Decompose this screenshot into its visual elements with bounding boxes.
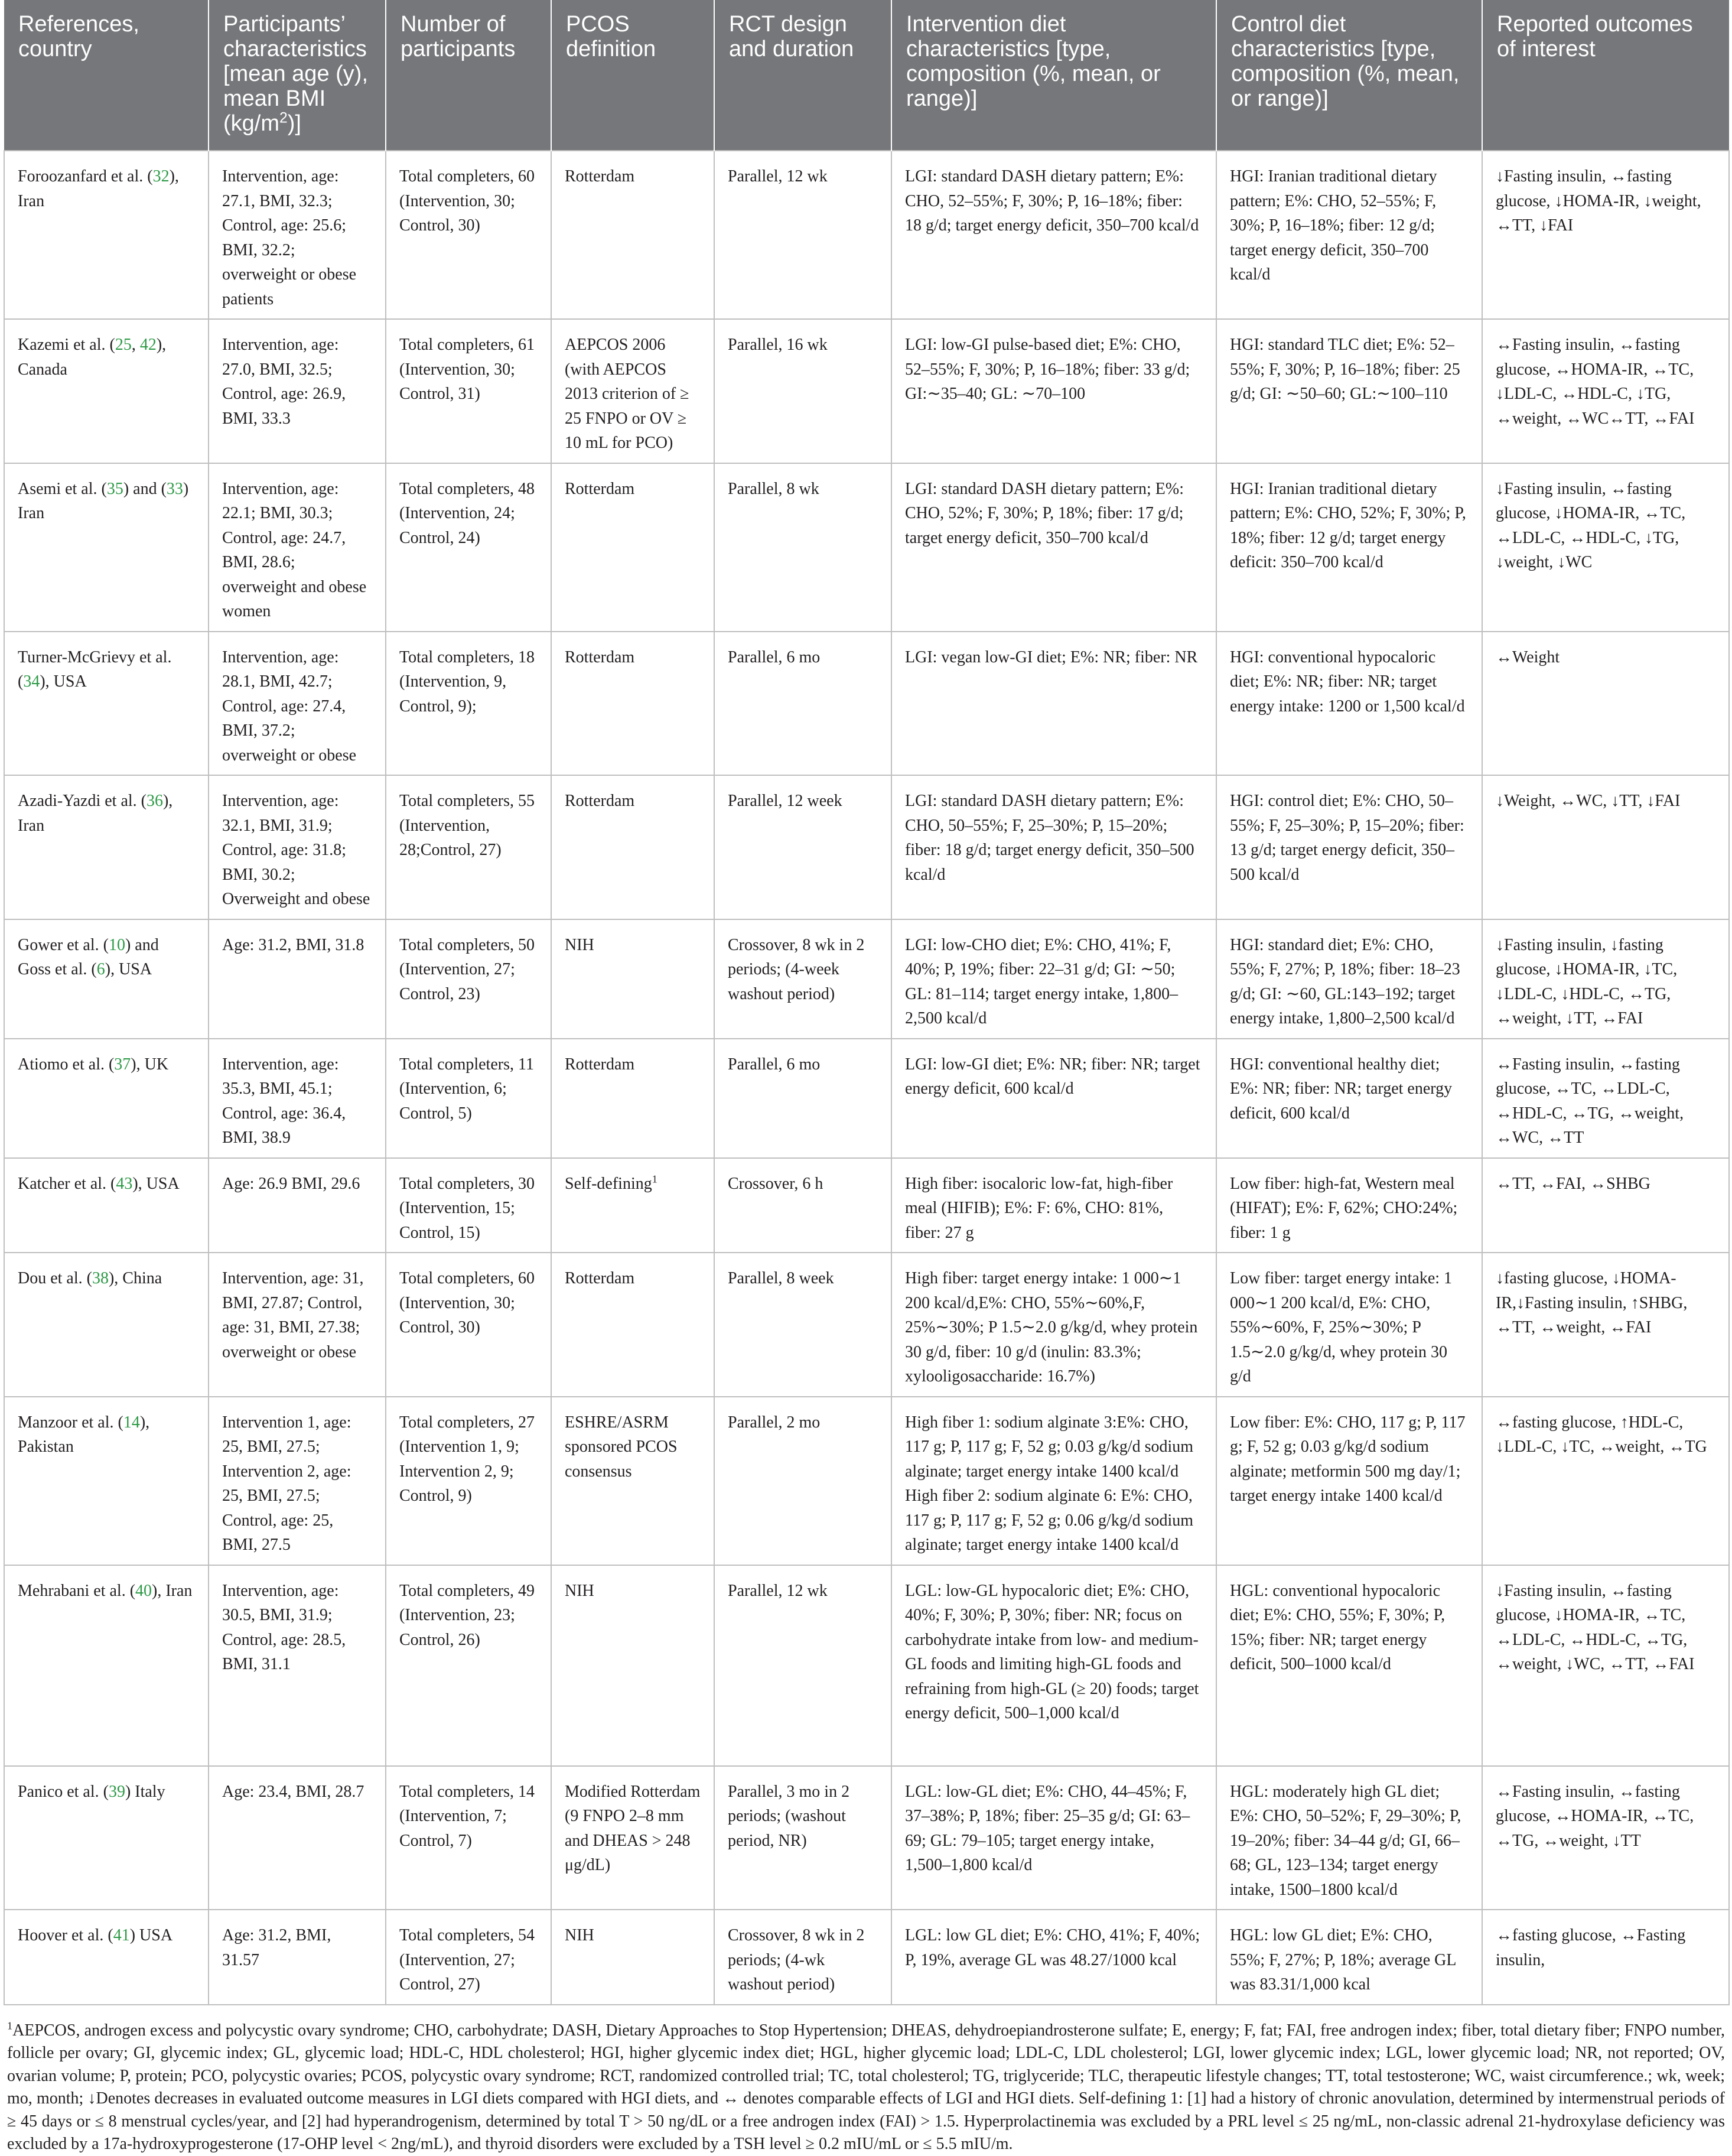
cell-reported-outcomes <box>1482 1039 1729 1158</box>
reference-text: , <box>131 336 140 354</box>
reference-citation-link[interactable]: 32 <box>152 167 170 186</box>
cell-pcos-definition <box>551 1397 714 1565</box>
cell-participants-text: Intervention, age: 31, BMI, 27.87; Control, age: 31, BMI, 27.38; overweight or obese <box>222 1269 364 1361</box>
cell-number-of-participants <box>386 775 551 919</box>
cell-pcos-definition-text: Self-defining <box>565 1174 652 1193</box>
reference-text: Manzoor et al. ( <box>18 1413 123 1432</box>
reference-text: ), Iran <box>152 1581 193 1600</box>
cell-control-diet-text: HGI: Iranian traditional dietary pattern; E%: CHO, 52–55%; F, 30%; P, 16–18%; fiber: 12 g/d; target energy deficit, 350–700 kcal/d <box>1230 167 1437 284</box>
cell-intervention-diet <box>891 919 1216 1039</box>
cell-number-of-participants-text: Total completers, 60 (Intervention, 30; Control, 30) <box>399 167 535 235</box>
cell-control-diet-text: Low fiber: target energy intake: 1 000∼1 200 kcal/d, E%: CHO, 55%∼60%, F, 25%∼30%; P 1.5∼2.0 g/kg/d, whey protein 30 g/d <box>1230 1269 1453 1386</box>
cell-reported-outcomes <box>1482 919 1729 1039</box>
cell-number-of-participants-text: Total completers, 11 (Intervention, 6; Control, 5) <box>399 1055 534 1123</box>
cell-participants-text: Age: 26.9 BMI, 29.6 <box>222 1174 360 1193</box>
cell-control-diet <box>1216 1253 1482 1397</box>
cell-rct-design-text: Parallel, 3 mo in 2 periods; (washout period, NR) <box>728 1782 850 1850</box>
reference-citation-link[interactable]: 42 <box>139 336 157 354</box>
reference-text: ), UK <box>131 1055 169 1074</box>
cell-rct-design-text: Parallel, 12 week <box>728 792 842 810</box>
cell-reference <box>4 1910 209 2005</box>
cell-participants <box>209 1253 386 1397</box>
cell-control-diet <box>1216 919 1482 1039</box>
cell-number-of-participants-text: Total completers, 30 (Intervention, 15; Control, 15) <box>399 1174 535 1242</box>
cell-intervention-diet-text: High fiber: target energy intake: 1 000∼1 200 kcal/d,E%: CHO, 55%∼60%,F, 25%∼30%; P 1.5∼2.0 g/kg/d, whey protein 30 g/d, fiber: 10 g/d (inulin: 83.3%; xylooligosaccharide: 16.7%) <box>905 1269 1198 1386</box>
cell-reported-outcomes-text: ↓Fasting insulin, ↔fasting glucose, ↓HOMA-IR, ↓weight, ↔TT, ↓FAI <box>1496 167 1701 235</box>
cell-participants <box>209 1039 386 1158</box>
cell-number-of-participants-text: Total completers, 50 (Intervention, 27; Control, 23) <box>399 935 535 1003</box>
header-number-of-participants: Number of participants <box>386 0 551 151</box>
cell-rct-design <box>714 775 891 919</box>
table-row <box>4 919 1729 1039</box>
table-footnote <box>4 2005 1728 2156</box>
cell-number-of-participants <box>386 319 551 463</box>
reference-text: Hoover et al. ( <box>18 1926 113 1944</box>
cell-participants <box>209 1766 386 1910</box>
cell-number-of-participants <box>386 1158 551 1253</box>
cell-intervention-diet-text: LGI: standard DASH dietary pattern; E%: CHO, 52–55%; F, 30%; P, 16–18%; fiber: 18 g/d; target energy deficit, 350–700 kcal/d <box>905 167 1199 235</box>
cell-control-diet <box>1216 1039 1482 1158</box>
reference-citation-link[interactable]: 40 <box>135 1581 152 1600</box>
footnote-marker: 1 <box>7 2020 13 2032</box>
reference-citation-link[interactable]: 38 <box>92 1269 109 1287</box>
cell-intervention-diet <box>891 463 1216 632</box>
cell-rct-design <box>714 1253 891 1397</box>
cell-control-diet <box>1216 1397 1482 1565</box>
cell-control-diet-text: Low fiber: E%: CHO, 117 g; P, 117 g; F, 52 g; 0.03 g/kg/d sodium alginate; metformin 500 mg day/1; target energy intake 1400 kcal/d <box>1230 1413 1466 1505</box>
cell-intervention-diet-text: LGI: low-GI pulse-based diet; E%: CHO, 52–55%; F, 30%; P, 16–18%; fiber: 33 g/d; GI:∼35–40; GL: ∼70–100 <box>905 336 1190 403</box>
header-reported-outcomes: Reported outcomes of interest <box>1482 0 1729 151</box>
cell-reference <box>4 632 209 776</box>
reference-citation-link[interactable]: 10 <box>108 935 125 954</box>
cell-reference <box>4 1565 209 1766</box>
cell-rct-design <box>714 1397 891 1565</box>
table-row <box>4 1158 1729 1253</box>
cell-rct-design-text: Parallel, 16 wk <box>728 336 828 354</box>
reference-citation-link[interactable]: 33 <box>166 479 183 498</box>
reference-text: Katcher et al. ( <box>18 1174 116 1193</box>
table-row <box>4 151 1729 319</box>
cell-reference <box>4 151 209 319</box>
cell-intervention-diet <box>891 1253 1216 1397</box>
cell-intervention-diet-text: LGI: low-GI diet; E%: NR; fiber: NR; target energy deficit, 600 kcal/d <box>905 1055 1200 1098</box>
cell-control-diet <box>1216 1158 1482 1253</box>
reference-text: Azadi-Yazdi et al. ( <box>18 792 146 810</box>
cell-number-of-participants <box>386 1766 551 1910</box>
cell-participants <box>209 1397 386 1565</box>
cell-intervention-diet-text-2: High fiber 2: sodium alginate 6: E%: CHO, 117 g; P, 117 g; F, 52 g; 0.06 g/kg/d sodium alginate; target energy intake 1400 kcal/d <box>905 1487 1194 1554</box>
cell-control-diet <box>1216 1766 1482 1910</box>
cell-reported-outcomes <box>1482 1565 1729 1766</box>
cell-pcos-definition-text: ESHRE/ASRM sponsored PCOS consensus <box>565 1413 678 1481</box>
footnote-text: AEPCOS, androgen excess and polycystic ovary syndrome; CHO, carbohydrate; DASH, Dietary Approaches to Stop Hypertension; DHEAS, dehydroepiandrosterone sulfate; E, energy; F, fat; FAI, free androgen index; fiber, total dietary fiber; FNPO number, follicle per ovary; GI, glycemic index; GL, glycemic load; HDL-C, HDL cholesterol; HGI, higher glycemic index diet; HGL, higher glycemic load; LDL-C, LDL cholesterol; LGI, lower glycemic index; LGL, lower glycemic load; NR, not reported; OV, ovarian volume; P, protein; PCO, polycystic ovaries; PCOS, polycystic ovary syndrome; RCT, randomized controlled trial; TC, total cholesterol; TG, triglyceride; TLC, therapeutic lifestyle changes; TT, total testosterone; WC, waist circumference.; wk, week; mo, month; ↓Denotes decreases in evaluated outcome measures in LGI diets compared with HGI diets, and ↔ denotes comparable effects of LGI and HGI diets. Self-defining 1: [1] had a history of chronic anovulation, determined by intermenstrual periods of ≥ 45 days or ≤ 8 menstrual cycles/year, and [2] had hyperandrogenism, determined by total T > 50 ng/dL or a free androgen index (FAI) > 1.5. Hyperprolactinemia was excluded by a PRL level ≤ 25 ng/mL, non-classic adrenal 21-hydroxylase deficiency was excluded by a 17a-hydroxyprogesterone (17-OHP level < 2ng/mL), and thyroid disorders were excluded by a TSH level ≥ 0.2 mIU/mL or ≤ 5.5 mIU/m. <box>7 2021 1725 2153</box>
cell-participants-text: Intervention, age: 32.1, BMI, 31.9; Control, age: 31.8; BMI, 30.2; Overweight and obese <box>222 792 370 908</box>
cell-rct-design <box>714 463 891 632</box>
cell-intervention-diet-text: LGI: vegan low-GI diet; E%: NR; fiber: NR <box>905 648 1198 666</box>
cell-participants-text: Age: 31.2, BMI, 31.57 <box>222 1926 331 1969</box>
cell-number-of-participants-text: Total completers, 55 (Intervention, 28;Control, 27) <box>399 792 535 859</box>
header-pcos-definition: PCOS definition <box>551 0 714 151</box>
cell-reported-outcomes-text: ↔TT, ↔FAI, ↔SHBG <box>1496 1174 1650 1193</box>
cell-reported-outcomes-text: ↔Fasting insulin, ↔fasting glucose, ↔TC, ↔LDL-C, ↔HDL-C, ↔TG, ↔weight, ↔WC, ↔TT <box>1496 1055 1684 1147</box>
cell-participants-text: Age: 31.2, BMI, 31.8 <box>222 935 364 954</box>
table-row <box>4 1565 1729 1766</box>
cell-intervention-diet <box>891 1766 1216 1910</box>
reference-citation-link[interactable]: 6 <box>96 960 105 978</box>
cell-number-of-participants <box>386 1910 551 2005</box>
cell-rct-design <box>714 319 891 463</box>
study-characteristics-table <box>4 0 1730 2005</box>
cell-rct-design <box>714 919 891 1039</box>
cell-control-diet <box>1216 775 1482 919</box>
reference-citation-link[interactable]: 37 <box>114 1055 131 1074</box>
cell-pcos-definition-text: NIH <box>565 1926 594 1944</box>
cell-pcos-definition-text: AEPCOS 2006 (with AEPCOS 2013 criterion of ≥ 25 FNPO or OV ≥ 10 mL for PCO) <box>565 336 689 452</box>
reference-text: ) Italy <box>125 1782 165 1801</box>
reference-text: Panico et al. ( <box>18 1782 109 1801</box>
cell-number-of-participants <box>386 1039 551 1158</box>
cell-reported-outcomes-text: ↓Fasting insulin, ↔fasting glucose, ↓HOMA-IR, ↔TC, ↔LDL-C, ↔HDL-C, ↔TG, ↔weight, ↓WC, ↔TT, ↔FAI <box>1496 1581 1695 1673</box>
cell-pcos-definition <box>551 1766 714 1910</box>
cell-pcos-definition <box>551 632 714 776</box>
cell-intervention-diet-text: LGI: standard DASH dietary pattern; E%: CHO, 52%; F, 30%; P, 18%; fiber: 17 g/d; target energy deficit, 350–700 kcal/d <box>905 479 1184 547</box>
table-row <box>4 463 1729 632</box>
cell-control-diet <box>1216 319 1482 463</box>
cell-participants-text: Intervention, age: 35.3, BMI, 45.1; Control, age: 36.4, BMI, 38.9 <box>222 1055 346 1147</box>
cell-rct-design-text: Parallel, 2 mo <box>728 1413 821 1432</box>
cell-pcos-definition <box>551 919 714 1039</box>
table-row <box>4 632 1729 776</box>
cell-number-of-participants-text: Total completers, 14 (Intervention, 7; Control, 7) <box>399 1782 535 1850</box>
cell-participants-text: Intervention 1, age: 25, BMI, 27.5; Intervention 2, age: 25, BMI, 27.5; Control, age: 25, BMI, 27.5 <box>222 1413 351 1554</box>
reference-text: ), USA <box>132 1174 180 1193</box>
cell-control-diet-text: HGL: conventional hypocaloric diet; E%: CHO, 55%; F, 30%; P, 15%; fiber: NR; target energy deficit, 500–1000 kcal/d <box>1230 1581 1445 1673</box>
cell-reference <box>4 919 209 1039</box>
cell-participants-text: Age: 23.4, BMI, 28.7 <box>222 1782 364 1801</box>
cell-reference <box>4 1253 209 1397</box>
reference-text: ) and Goss et al. ( <box>18 935 159 978</box>
reference-citation-link[interactable]: 34 <box>23 672 40 691</box>
reference-text: ) USA <box>129 1926 173 1944</box>
cell-rct-design <box>714 1039 891 1158</box>
table-row <box>4 1253 1729 1397</box>
table-row <box>4 1397 1729 1565</box>
cell-reference <box>4 1397 209 1565</box>
cell-rct-design-text: Parallel, 12 wk <box>728 167 828 186</box>
cell-rct-design-text: Parallel, 8 wk <box>728 479 819 498</box>
cell-number-of-participants <box>386 1397 551 1565</box>
cell-pcos-definition <box>551 1253 714 1397</box>
header-participants-superscript: 2 <box>279 110 288 126</box>
cell-participants <box>209 319 386 463</box>
reference-text: Foroozanfard et al. ( <box>18 167 153 186</box>
table-row <box>4 319 1729 463</box>
header-participants-tail: )] <box>287 111 301 136</box>
reference-citation-link[interactable]: 14 <box>123 1413 140 1432</box>
cell-intervention-diet <box>891 151 1216 319</box>
cell-participants-text: Intervention, age: 28.1, BMI, 42.7; Control, age: 27.4, BMI, 37.2; overweight or obese <box>222 648 357 765</box>
table-row <box>4 1039 1729 1158</box>
cell-reported-outcomes <box>1482 1158 1729 1253</box>
cell-control-diet-text: HGI: standard TLC diet; E%: 52–55%; F, 30%; P, 16–18%; fiber: 25 g/d; GI: ∼50–60; GL:∼100–110 <box>1230 336 1460 403</box>
cell-pcos-definition <box>551 1158 714 1253</box>
cell-reference <box>4 1766 209 1910</box>
cell-reported-outcomes-text: ↔fasting glucose, ↑HDL-C, ↓LDL-C, ↓TC, ↔weight, ↔TG <box>1496 1413 1707 1456</box>
cell-intervention-diet <box>891 775 1216 919</box>
cell-reported-outcomes <box>1482 151 1729 319</box>
cell-number-of-participants <box>386 463 551 632</box>
reference-citation-link[interactable]: 41 <box>113 1926 130 1944</box>
cell-intervention-diet <box>891 319 1216 463</box>
cell-control-diet-text: HGL: low GL diet; E%: CHO, 55%; F, 27%; P, 18%; average GL was 83.31/1,000 kcal <box>1230 1926 1456 1994</box>
cell-participants <box>209 1910 386 2005</box>
cell-pcos-definition <box>551 463 714 632</box>
cell-control-diet <box>1216 151 1482 319</box>
cell-rct-design <box>714 1910 891 2005</box>
reference-text: Asemi et al. ( <box>18 479 107 498</box>
table-row <box>4 775 1729 919</box>
cell-reported-outcomes-text: ↔fasting glucose, ↔Fasting insulin, <box>1496 1926 1686 1969</box>
reference-text: ), Iran <box>18 167 179 210</box>
cell-reported-outcomes <box>1482 319 1729 463</box>
cell-rct-design-text: Crossover, 6 h <box>728 1174 823 1193</box>
header-rct-design: RCT design and duration <box>714 0 891 151</box>
reference-text: Gower et al. ( <box>18 935 109 954</box>
cell-rct-design <box>714 1565 891 1766</box>
reference-text: ), USA <box>105 960 152 978</box>
cell-reference <box>4 463 209 632</box>
cell-intervention-diet <box>891 632 1216 776</box>
cell-reported-outcomes <box>1482 1397 1729 1565</box>
cell-intervention-diet-text: LGL: low-GL diet; E%: CHO, 44–45%; F, 37–38%; P, 18%; fiber: 25–35 g/d; GI: 63–69; GL: 79–105; target energy intake, 1,500–1,800 kcal/d <box>905 1782 1190 1874</box>
cell-rct-design <box>714 1158 891 1253</box>
cell-reported-outcomes <box>1482 632 1729 776</box>
cell-number-of-participants-text: Total completers, 54 (Intervention, 27; Control, 27) <box>399 1926 535 1994</box>
cell-reference <box>4 1039 209 1158</box>
table-row <box>4 1766 1729 1910</box>
cell-participants <box>209 919 386 1039</box>
cell-intervention-diet <box>891 1910 1216 2005</box>
cell-number-of-participants <box>386 632 551 776</box>
reference-text: ) and ( <box>123 479 167 498</box>
reference-citation-link[interactable]: 39 <box>108 1782 125 1801</box>
cell-control-diet <box>1216 463 1482 632</box>
cell-rct-design-text: Crossover, 8 wk in 2 periods; (4-week washout period) <box>728 935 865 1003</box>
cell-rct-design <box>714 151 891 319</box>
cell-pcos-definition-text: NIH <box>565 1581 594 1600</box>
reference-text: ), China <box>108 1269 162 1287</box>
cell-rct-design-text: Parallel, 6 mo <box>728 648 821 666</box>
cell-number-of-participants <box>386 1253 551 1397</box>
cell-participants <box>209 775 386 919</box>
cell-participants-text: Intervention, age: 22.1; BMI, 30.3; Control, age: 24.7, BMI, 28.6; overweight and obese women <box>222 479 367 620</box>
cell-number-of-participants <box>386 151 551 319</box>
cell-reported-outcomes-text: ↔Fasting insulin, ↔fasting glucose, ↔HOMA-IR, ↔TC, ↓LDL-C, ↔HDL-C, ↓TG, ↔weight, ↔WC↔TT, ↔FAI <box>1496 336 1695 428</box>
cell-reported-outcomes-text: ↓Fasting insulin, ↓fasting glucose, ↓HOMA-IR, ↓TC, ↓LDL-C, ↓HDL-C, ↔TG, ↔weight, ↓TT, ↔FAI <box>1496 935 1678 1027</box>
cell-reported-outcomes-text: ↓fasting glucose, ↓HOMA-IR,↓Fasting insulin, ↑SHBG, ↔TT, ↔weight, ↔FAI <box>1496 1269 1688 1336</box>
cell-participants-text: Intervention, age: 27.0, BMI, 32.5; Control, age: 26.9, BMI, 33.3 <box>222 336 346 428</box>
reference-text: Turner-McGrievy et al. ( <box>18 648 172 691</box>
cell-pcos-definition <box>551 1910 714 2005</box>
cell-control-diet-text: Low fiber: high-fat, Western meal (HIFAT); E%: F, 62%; CHO:24%; fiber: 1 g <box>1230 1174 1458 1242</box>
header-references: References, country <box>4 0 209 151</box>
cell-control-diet-text: HGI: Iranian traditional dietary pattern; E%: CHO, 52%; F, 30%; P, 18%; fiber: 12 g/d; target energy deficit: 350–700 kcal/d <box>1230 479 1466 571</box>
cell-control-diet <box>1216 632 1482 776</box>
document <box>4 0 1728 2156</box>
cell-number-of-participants-text: Total completers, 18 (Intervention, 9, Control, 9); <box>399 648 535 716</box>
reference-text: Kazemi et al. ( <box>18 336 115 354</box>
cell-control-diet-text: HGI: conventional healthy diet; E%: NR; fiber: NR; target energy deficit, 600 kcal/d <box>1230 1055 1453 1123</box>
cell-intervention-diet <box>891 1397 1216 1565</box>
reference-text: ), USA <box>40 672 87 691</box>
cell-reported-outcomes <box>1482 1766 1729 1910</box>
cell-pcos-definition-text: Rotterdam <box>565 1269 635 1287</box>
cell-rct-design-text: Parallel, 8 week <box>728 1269 834 1287</box>
cell-reported-outcomes <box>1482 1253 1729 1397</box>
cell-number-of-participants-text: Total completers, 27 (Intervention 1, 9; Intervention 2, 9; Control, 9) <box>399 1413 535 1505</box>
cell-intervention-diet-text: High fiber 1: sodium alginate 3:E%: CHO, 117 g; P, 117 g; F, 52 g; 0.03 g/kg/d sodium alginate; target energy intake 1400 kcal/d <box>905 1413 1194 1481</box>
reference-citation-link[interactable]: 25 <box>115 336 132 354</box>
cell-control-diet-text: HGI: control diet; E%: CHO, 50–55%; F, 25–30%; P, 15–20%; fiber: 13 g/d; target energy deficit, 350–500 kcal/d <box>1230 792 1464 884</box>
cell-participants <box>209 632 386 776</box>
cell-intervention-diet-text: LGL: low-GL hypocaloric diet; E%: CHO, 40%; F, 30%; P, 30%; fiber: NR; focus on carbohydrate intake from low- and medium-GL foods and limiting high-GL foods and refraining from high-GL (≥ 20) foods; target energy deficit, 500–1,000 kcal/d <box>905 1581 1199 1722</box>
reference-text: ), Iran <box>18 792 173 835</box>
cell-pcos-definition <box>551 1039 714 1158</box>
cell-participants <box>209 151 386 319</box>
cell-pcos-definition <box>551 151 714 319</box>
cell-reference <box>4 775 209 919</box>
cell-participants <box>209 1158 386 1253</box>
reference-citation-link[interactable]: 43 <box>116 1174 133 1193</box>
table-header-row <box>4 0 1729 151</box>
header-intervention-diet: Intervention diet characteristics [type, composition (%, mean, or range)] <box>891 0 1216 151</box>
header-control-diet: Control diet characteristics [type, composition (%, mean, or range)] <box>1216 0 1482 151</box>
cell-reported-outcomes-text: ↔Fasting insulin, ↔fasting glucose, ↔HOMA-IR, ↔TC, ↔TG, ↔weight, ↓TT <box>1496 1782 1694 1850</box>
cell-reported-outcomes <box>1482 775 1729 919</box>
cell-rct-design-text: Parallel, 6 mo <box>728 1055 821 1074</box>
cell-intervention-diet-text: LGI: standard DASH dietary pattern; E%: CHO, 50–55%; F, 25–30%; P, 15–20%; fiber: 18 g/d; target energy deficit, 350–500 kcal/d <box>905 792 1194 884</box>
cell-pcos-definition-text: Modified Rotterdam (9 FNPO 2–8 mm and DHEAS > 248 μg/dL) <box>565 1782 701 1874</box>
cell-control-diet-text: HGL: moderately high GL diet; E%: CHO, 50–52%; F, 29–30%; P, 19–20%; fiber: 34–44 g/d; GI, 66–68; GL, 123–134; target energy intake, 1500–1800 kcal/d <box>1230 1782 1461 1899</box>
reference-citation-link[interactable]: 35 <box>106 479 123 498</box>
cell-pcos-definition <box>551 1565 714 1766</box>
reference-text: ), Canada <box>18 336 167 379</box>
cell-rct-design-text: Crossover, 8 wk in 2 periods; (4-wk washout period) <box>728 1926 865 1994</box>
cell-participants <box>209 463 386 632</box>
cell-control-diet-text: HGI: conventional hypocaloric diet; E%: NR; fiber: NR; target energy intake: 1200 or 1,500 kcal/d <box>1230 648 1465 716</box>
cell-pcos-definition <box>551 319 714 463</box>
cell-intervention-diet-text: High fiber: isocaloric low-fat, high-fiber meal (HIFIB); E%: F: 6%, CHO: 81%, fiber: 27 g <box>905 1174 1173 1242</box>
reference-text: ) Iran <box>18 479 189 522</box>
footnote-reference: 1 <box>652 1173 657 1185</box>
reference-text: Mehrabani et al. ( <box>18 1581 136 1600</box>
cell-pcos-definition-text: Rotterdam <box>565 792 635 810</box>
reference-text: Dou et al. ( <box>18 1269 92 1287</box>
cell-control-diet <box>1216 1910 1482 2005</box>
cell-pcos-definition <box>551 775 714 919</box>
cell-intervention-diet <box>891 1565 1216 1766</box>
cell-reported-outcomes <box>1482 463 1729 632</box>
cell-pcos-definition-text: Rotterdam <box>565 1055 635 1074</box>
cell-reported-outcomes-text: ↓Weight, ↔WC, ↓TT, ↓FAI <box>1496 792 1681 810</box>
cell-pcos-definition-text: Rotterdam <box>565 648 635 666</box>
cell-number-of-participants <box>386 1565 551 1766</box>
cell-number-of-participants-text: Total completers, 49 (Intervention, 23; Control, 26) <box>399 1581 535 1649</box>
cell-rct-design <box>714 1766 891 1910</box>
cell-rct-design <box>714 632 891 776</box>
cell-participants-text: Intervention, age: 30.5, BMI, 31.9; Control, age: 28.5, BMI, 31.1 <box>222 1581 346 1673</box>
cell-pcos-definition-text: NIH <box>565 935 594 954</box>
header-participants-main: Participants’ characteristics [mean age (y), mean BMI (kg/m <box>223 12 368 136</box>
cell-pcos-definition-text: Rotterdam <box>565 167 635 186</box>
cell-control-diet <box>1216 1565 1482 1766</box>
cell-reported-outcomes-text: ↔Weight <box>1496 648 1560 666</box>
reference-text: ), Pakistan <box>18 1413 150 1456</box>
header-participants-characteristics <box>209 0 386 151</box>
cell-reference <box>4 319 209 463</box>
cell-reported-outcomes-text: ↓Fasting insulin, ↔fasting glucose, ↓HOMA-IR, ↔TC, ↔LDL-C, ↔HDL-C, ↓TG, ↓weight, ↓WC <box>1496 479 1686 571</box>
reference-text: Atiomo et al. ( <box>18 1055 115 1074</box>
cell-control-diet-text: HGI: standard diet; E%: CHO, 55%; F, 27%; P, 18%; fiber: 18–23 g/d; GI: ∼60, GL:143–192; target energy intake, 1,800–2,500 kcal/d <box>1230 935 1460 1027</box>
cell-number-of-participants-text: Total completers, 61 (Intervention, 30; Control, 31) <box>399 336 535 403</box>
cell-number-of-participants-text: Total completers, 60 (Intervention, 30; Control, 30) <box>399 1269 535 1336</box>
cell-intervention-diet <box>891 1158 1216 1253</box>
cell-reference <box>4 1158 209 1253</box>
cell-number-of-participants <box>386 919 551 1039</box>
cell-intervention-diet-text: LGL: low GL diet; E%: CHO, 41%; F, 40%; P, 19%, average GL was 48.27/1000 kcal <box>905 1926 1200 1969</box>
cell-intervention-diet <box>891 1039 1216 1158</box>
cell-participants-text: Intervention, age: 27.1, BMI, 32.3; Control, age: 25.6; BMI, 32.2; overweight or obese patients <box>222 167 357 308</box>
cell-reported-outcomes <box>1482 1910 1729 2005</box>
cell-number-of-participants-text: Total completers, 48 (Intervention, 24; Control, 24) <box>399 479 535 547</box>
cell-intervention-diet-text: LGI: low-CHO diet; E%: CHO, 41%; F, 40%; P, 19%; fiber: 22–31 g/d; GI: ∼50; GL: 81–114; target energy intake, 1,800–2,500 kcal/d <box>905 935 1178 1027</box>
cell-participants <box>209 1565 386 1766</box>
cell-pcos-definition-text: Rotterdam <box>565 479 635 498</box>
table-row <box>4 1910 1729 2005</box>
cell-rct-design-text: Parallel, 12 wk <box>728 1581 828 1600</box>
reference-citation-link[interactable]: 36 <box>146 792 163 810</box>
